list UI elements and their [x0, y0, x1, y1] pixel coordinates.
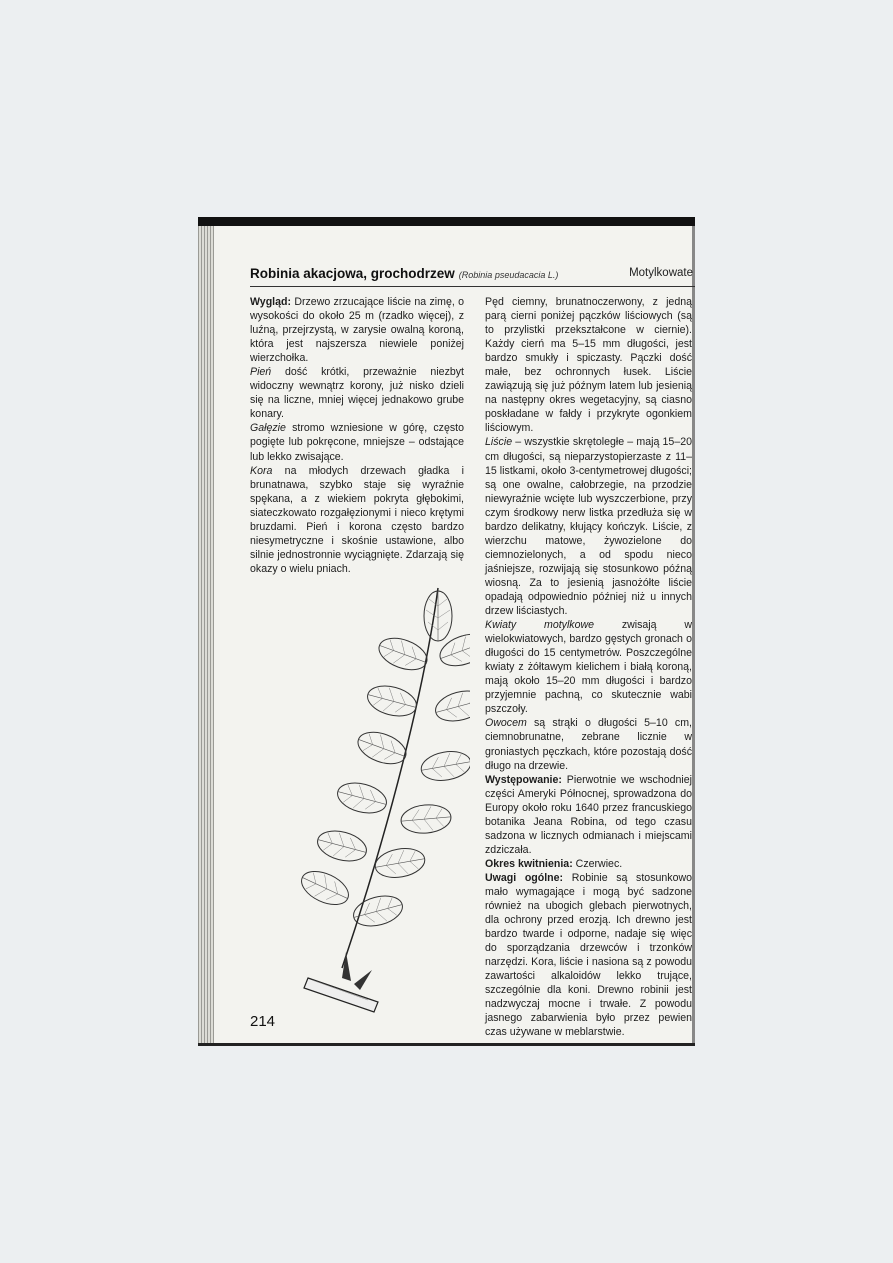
- flowers-term: Kwiaty motylkowe: [485, 619, 595, 632]
- left-column: [250, 295, 464, 576]
- appearance-paragraph: [250, 295, 464, 365]
- branches-term: Gałęzie: [250, 422, 286, 435]
- occurrence-paragraph: [485, 773, 692, 857]
- leaves-term: Liście: [485, 436, 513, 449]
- flowers-text: zwisają w wielokwiatowych, bardzo gęstych gronach o długości do 15 centymetrów. Poszczególne kwiaty z żółtawym kielichem i białą koroną, mają około 15–20 mm długości i bardzo przyjemnie pachną, co skutecznie wabi pszczoły.: [485, 619, 692, 716]
- bark-text: na młodych drzewach gładka i brunatnawa, szybko staje się wyraźnie spękana, a z wiekiem pokryta głębokimi, siateczkowato rozgałęzionymi i nieco krętymi bruzdami. Pień i korona często bardzo niesymetryczne i skośnie ustawione, albo silnie jednostronnie wyciągnięte. Zdarzają się okazy o wielu pniach.: [250, 464, 464, 575]
- remarks-text: Robinie są stosunkowo mało wymagające i mogą być sadzone również na ubogich glebach pierwotnych, dla ochrony przed erozją. Ich drewno jest bardzo twarde i odporne, nadaje się więc do sporządzania drzewców i trzonków narzędzi. Kora, liście i nasiona są z powodu zawartości alkaloidów lekko trujące, szczególnie dla koni. Drewno robinii jest nadzwyczaj mocne i trwałe. Z powodu jasnego zabarwienia było przez pewien czas używane w meblarstwie.: [485, 871, 693, 1039]
- branches-text: stromo wzniesione w górę, często pogięte lub pokręcone, mniejsze – odstające lub lekko zwisające.: [250, 422, 464, 463]
- bark-term: Kora: [250, 464, 273, 477]
- page-edge-left: [198, 226, 214, 1043]
- leaves-paragraph: [485, 435, 692, 618]
- trunk-text: dość krótki, przeważnie niezbyt widoczny wewnątrz korony, już nisko dzieli się na liczne, mniej więcej jednakowo grube konary.: [250, 366, 464, 421]
- branches-paragraph: [250, 421, 464, 463]
- occurrence-text: Pierwotnie we wschodniej części Ameryki Północnej, sprowadzona do Europy około roku 1640 przez francuskiego botanika Jeana Robina, od tego czasu sadzona w licznych odmianach i miejscami zdziczała.: [485, 773, 692, 856]
- page-title: [250, 266, 558, 281]
- fruit-paragraph: [485, 716, 692, 772]
- robinia-leaf-icon: [250, 576, 470, 1016]
- remarks-paragraph: [485, 871, 692, 1040]
- remarks-label: Uwagi ogólne:: [485, 871, 564, 884]
- leaves-text: – wszystkie skrętoległe – mają 15–20 cm długości, są nieparzystopierzaste z 11–15 listkami, około 3-centymetrowej długości; są one owalne, całobrzegie, na przodzie niewyraźnie wcięte lub wyszczerbione, przy czym środkowy nerw listka przedłuża się w bardzo delikatny, kłujący kończyk. Liście, z wierzchu matowe, żywozielone do ciemnozielonych, a od spodu nieco jaśniejsze, rozwijają się stosunkowo późną wiosną. Za to jesienią jasnożółte liście opadają odpowiednio później niż u innych drzew liściastych.: [485, 436, 692, 618]
- appearance-text: Drzewo zrzucające liście na zimę, o wysokości do około 25 m (rzadko więcej), z luźną, przejrzystą, w zarysie owalną koroną, która jest najszersza niewiele poniżej wierzchołka.: [250, 296, 464, 365]
- latin-name: (Robinia pseudacacia L.): [458, 270, 559, 280]
- page-edge-right: [692, 226, 695, 1043]
- occurrence-label: Występowanie:: [485, 773, 562, 786]
- appearance-label: Wygląd:: [250, 296, 292, 308]
- scanned-page: [198, 217, 695, 1046]
- flowering-paragraph: [485, 857, 692, 871]
- fruit-term: Owocem: [485, 717, 527, 730]
- bark-paragraph: [250, 464, 464, 576]
- page-number: 214: [250, 1013, 276, 1030]
- flowering-label: Okres kwitnienia:: [485, 857, 573, 870]
- page-header: [250, 264, 695, 287]
- right-column: [485, 295, 692, 1039]
- species-name: Robinia akacjowa, grochodrzew: [250, 266, 455, 281]
- fruit-text: są strąki o długości 5–10 cm, ciemnobrunatne, zebrane licznie w groniastych pęczkach, które pozostają dość długo na drzewie.: [485, 717, 692, 772]
- shoot-paragraph: Pęd ciemny, brunatnoczerwony, z jedną parą cierni poniżej pączków liściowych (są to przylistki przekształcone w ciernie). Każdy cierń ma 5–15 mm długości, jest bardzo smukły i spiczasty. Pączki dość małe, bez ochronnych łusek. Liście zawiązują się już późnym latem lub jesienią na następny okres wegetacyjny, są ciasno poskładane w fałdy i przykryte ogonkiem liściowym.: [485, 296, 692, 435]
- flowers-paragraph: [485, 618, 692, 716]
- flowering-text: Czerwiec.: [572, 857, 623, 870]
- trunk-term: Pień: [250, 366, 272, 379]
- trunk-paragraph: [250, 365, 464, 421]
- family-name: Motylkowate: [629, 267, 693, 279]
